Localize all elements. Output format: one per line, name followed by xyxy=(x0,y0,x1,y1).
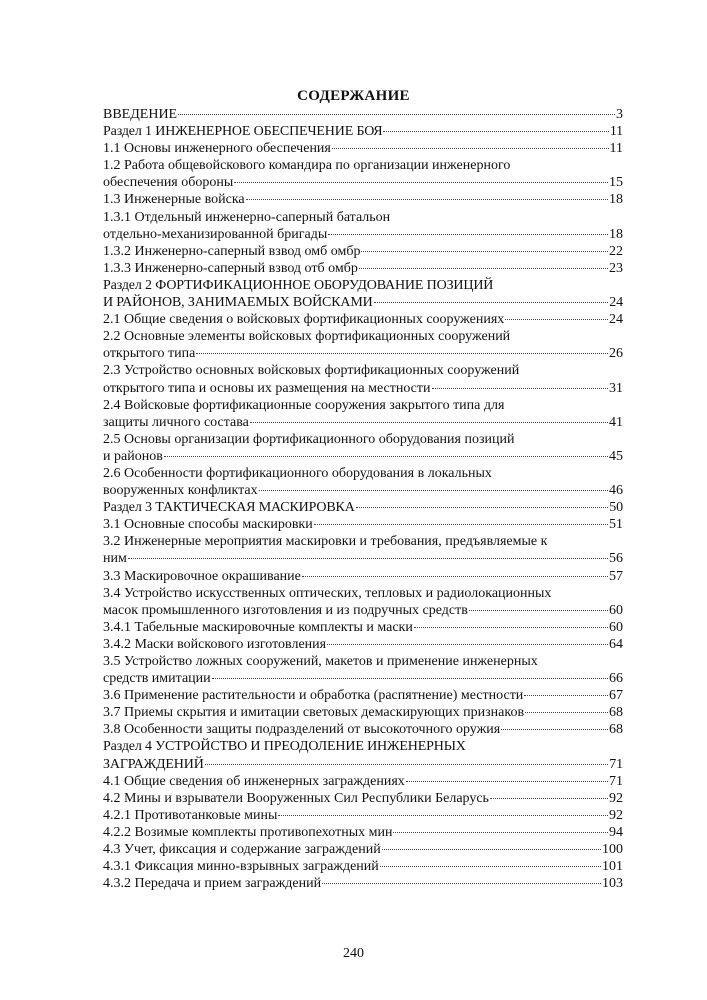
toc-entry-text: отдельно-механизированной бригады xyxy=(103,226,328,242)
toc-entry xyxy=(103,157,623,191)
toc-entry xyxy=(103,773,623,790)
toc-entry-last-line xyxy=(103,670,623,687)
toc-entry-text: 1.3.2 Инженерно-саперный взвод омб омбр xyxy=(103,243,361,259)
toc-page-number: 71 xyxy=(609,773,623,789)
toc-entry-last-line xyxy=(103,345,623,362)
toc-entry-text: и районов xyxy=(103,448,163,464)
dot-leader xyxy=(406,781,608,782)
dot-leader xyxy=(128,558,608,559)
toc-page-number: 24 xyxy=(609,295,623,311)
toc-entry-last-line xyxy=(103,550,623,567)
toc-entry-text: 4.2.1 Противотанковые мины xyxy=(103,807,278,823)
toc-entry-text: 3.2 Инженерные мероприятия маскировки и требования, предъявляемые к xyxy=(103,534,548,550)
dot-leader xyxy=(414,627,608,628)
toc-page-number: 3 xyxy=(616,107,623,122)
toc-entry-text: 2.4 Войсковые фортификационные сооружения закрытого типа для xyxy=(103,397,505,413)
toc-entry-last-line xyxy=(103,191,623,208)
dot-leader xyxy=(374,302,609,303)
toc-entry-text: 1.3 Инженерные войска xyxy=(103,192,245,208)
dot-leader xyxy=(164,456,608,457)
toc-page-number: 68 xyxy=(609,705,623,721)
toc-entry-text: 3.3 Маскировочное окрашивание xyxy=(103,568,301,584)
toc-page-number: 15 xyxy=(609,175,623,191)
toc-entry xyxy=(103,328,623,362)
toc-entry-text: 2.1 Общие сведения о войсковых фортификационных сооружениях xyxy=(103,312,505,328)
dot-leader xyxy=(212,678,608,679)
dot-leader xyxy=(178,114,615,115)
toc-entry-text: 3.1 Основные способы маскировки xyxy=(103,517,313,533)
toc-entry xyxy=(103,243,623,260)
page-number: 240 xyxy=(343,946,364,961)
toc-entry-text: 4.3 Учет, фиксация и содержание заграждений xyxy=(103,842,381,858)
toc-entry-text: 3.4 Устройство искусственных оптических, тепловых и радиолокационных xyxy=(103,585,552,601)
toc-entry-last-line xyxy=(103,294,623,311)
toc-page-number: 31 xyxy=(609,380,623,396)
toc-page-number: 60 xyxy=(609,602,623,618)
dot-leader xyxy=(278,815,608,816)
toc-entry-line xyxy=(103,585,623,602)
toc-entry-last-line xyxy=(103,311,623,328)
toc-entry xyxy=(103,585,623,619)
toc-entry-last-line xyxy=(103,602,623,619)
toc-entry xyxy=(103,516,623,533)
toc-entry xyxy=(103,704,623,721)
toc-page-number: 92 xyxy=(609,807,623,823)
toc-entry-line xyxy=(103,362,623,379)
toc-entry-text: 1.1 Основы инженерного обеспечения xyxy=(103,141,331,157)
toc-entry-last-line xyxy=(103,499,623,516)
toc-entry-text: 4.1 Общие сведения об инженерных заграждениях xyxy=(103,773,405,789)
dot-leader xyxy=(302,576,608,577)
dot-leader xyxy=(196,353,608,354)
toc-entry xyxy=(103,311,623,328)
toc-entry-text: 2.2 Основные элементы войсковых фортификационных сооружений xyxy=(103,329,511,345)
toc-entry-line xyxy=(103,431,623,448)
dot-leader xyxy=(361,251,608,252)
toc-entry-text: И РАЙОНОВ, ЗАНИМАЕМЫХ ВОЙСКАМИ xyxy=(103,295,373,311)
toc-entry-text: 3.8 Особенности защиты подразделений от высокоточного оружия xyxy=(103,722,501,738)
toc-page-number: 57 xyxy=(609,568,623,584)
toc-entry-text: 3.6 Применение растительности и обработка (распятнение) местности xyxy=(103,688,524,704)
toc-entry-last-line xyxy=(103,123,623,140)
toc-entry-last-line xyxy=(103,414,623,431)
toc-entry-text: 2.6 Особенности фортификационного оборудования в локальных xyxy=(103,465,492,481)
dot-leader xyxy=(505,319,608,320)
toc-entry-text: 1.3.3 Инженерно-саперный взвод отб омбр xyxy=(103,260,358,276)
toc-page-number: 68 xyxy=(609,722,623,738)
toc-entry xyxy=(103,858,623,875)
toc-entry-last-line xyxy=(103,721,623,738)
toc-entry xyxy=(103,875,623,892)
toc-entry-text: 4.2 Мины и взрыватели Вооруженных Сил Республики Беларусь xyxy=(103,790,489,806)
toc-page-number: 101 xyxy=(602,859,623,875)
toc-entry-text: 1.3.1 Отдельный инженерно-саперный батальон xyxy=(103,209,391,225)
dot-leader xyxy=(250,422,608,423)
toc-entry-last-line xyxy=(103,140,623,157)
toc-entry-line xyxy=(103,397,623,414)
toc-entry-text: ним xyxy=(103,551,127,567)
dot-leader xyxy=(234,182,608,183)
toc-entry-text: ЗАГРАЖДЕНИЙ xyxy=(103,756,204,772)
toc-page-number: 100 xyxy=(602,842,623,858)
toc-entry-line xyxy=(103,465,623,482)
toc-entry-last-line xyxy=(103,568,623,585)
toc-page-number: 11 xyxy=(609,124,623,140)
toc-entry xyxy=(103,260,623,277)
toc-page-number: 92 xyxy=(609,790,623,806)
toc-entry xyxy=(103,653,623,687)
dot-leader xyxy=(501,729,608,730)
dot-leader xyxy=(328,234,608,235)
dot-leader xyxy=(359,268,608,269)
toc-entry-text: Раздел 4 УСТРОЙСТВО И ПРЕОДОЛЕНИЕ ИНЖЕНЕРНЫХ xyxy=(103,739,466,755)
dot-leader xyxy=(246,199,608,200)
toc-entry xyxy=(103,533,623,567)
toc-entry-text: 2.5 Основы организации фортификационного оборудования позиций xyxy=(103,431,515,447)
toc-entry xyxy=(103,123,623,140)
toc-entry-text: 3.5 Устройство ложных сооружений, макетов и применение инженерных xyxy=(103,654,538,669)
toc-entry xyxy=(103,209,623,243)
toc-entry-line xyxy=(103,328,623,345)
toc-entry xyxy=(103,191,623,208)
toc-entry-last-line xyxy=(103,380,623,397)
toc-entry-text: обеспечения обороны xyxy=(103,175,234,191)
toc-entry xyxy=(103,807,623,824)
toc-entry xyxy=(103,397,623,431)
toc-page-number: 60 xyxy=(609,619,623,635)
toc-entry-line xyxy=(103,157,623,174)
toc-entry xyxy=(103,277,623,311)
toc-entry-last-line xyxy=(103,636,623,653)
toc-page-number: 22 xyxy=(609,243,623,259)
toc-entry-text: вооруженных конфликтах xyxy=(103,483,258,499)
toc-entry-last-line xyxy=(103,687,623,704)
toc-entry xyxy=(103,619,623,636)
toc-entry-text: масок промышленного изготовления и из подручных средств xyxy=(103,602,468,618)
toc-page-number: 11 xyxy=(609,141,623,157)
toc-entry-last-line xyxy=(103,773,623,790)
dot-leader xyxy=(380,866,601,867)
toc-entry-last-line xyxy=(103,243,623,260)
toc-entry-last-line xyxy=(103,516,623,533)
toc-page-number: 56 xyxy=(609,551,623,567)
toc-entry-last-line xyxy=(103,824,623,841)
toc-entry-text: 4.2.2 Возимые комплекты противопехотных мин xyxy=(103,824,393,840)
toc-page-number: 24 xyxy=(609,312,623,328)
toc-entry-last-line xyxy=(103,482,623,499)
toc-entry-line xyxy=(103,277,623,294)
toc-entry xyxy=(103,431,623,465)
toc-page-number: 50 xyxy=(609,500,623,516)
toc-page-number: 18 xyxy=(609,192,623,208)
dot-leader xyxy=(525,712,608,713)
toc-entry-last-line xyxy=(103,260,623,277)
toc-entry xyxy=(103,790,623,807)
toc-entry-text: открытого типа xyxy=(103,346,196,362)
toc-entry-text: 3.7 Приемы скрытия и имитации световых демаскирующих признаков xyxy=(103,705,525,721)
toc-entry-last-line xyxy=(103,790,623,807)
toc-entry-last-line xyxy=(103,106,623,123)
dot-leader xyxy=(383,131,608,132)
toc-page-number: 18 xyxy=(609,226,623,242)
toc-entry-text: 3.4.1 Табельные маскировочные комплекты и маски xyxy=(103,619,413,635)
toc-entry-text: 1.2 Работа общевойскового командира по организации инженерного xyxy=(103,158,511,174)
table-of-contents xyxy=(103,106,623,892)
toc-page-number: 64 xyxy=(609,636,623,652)
toc-page-number: 67 xyxy=(609,688,623,704)
toc-page-number: 51 xyxy=(609,517,623,533)
toc-entry-text: ВВЕДЕНИЕ xyxy=(103,107,178,122)
toc-entry-last-line xyxy=(103,448,623,465)
toc-entry-line xyxy=(103,533,623,550)
toc-entry xyxy=(103,106,623,123)
toc-page-number: 23 xyxy=(609,260,623,276)
page-title: СОДЕРЖАНИЕ xyxy=(297,88,410,104)
toc-page-number: 41 xyxy=(609,414,623,430)
toc-page-number: 45 xyxy=(609,448,623,464)
toc-entry-text: открытого типа и основы их размещения на местности xyxy=(103,380,431,396)
toc-page-number: 71 xyxy=(609,756,623,772)
dot-leader xyxy=(469,610,608,611)
dot-leader xyxy=(314,524,608,525)
toc-entry-text: 3.4.2 Маски войскового изготовления xyxy=(103,636,327,652)
toc-page-number: 26 xyxy=(609,346,623,362)
toc-entry xyxy=(103,362,623,396)
dot-leader xyxy=(432,388,608,389)
toc-entry-text: 4.3.2 Передача и прием заграждений xyxy=(103,876,322,892)
toc-entry-last-line xyxy=(103,841,623,858)
toc-entry xyxy=(103,841,623,858)
toc-entry-text: 2.3 Устройство основных войсковых фортификационных сооружений xyxy=(103,363,520,379)
toc-entry-last-line xyxy=(103,619,623,636)
toc-entry-text: Раздел 1 ИНЖЕНЕРНОЕ ОБЕСПЕЧЕНИЕ БОЯ xyxy=(103,124,383,140)
toc-entry-last-line xyxy=(103,858,623,875)
toc-entry-line xyxy=(103,209,623,226)
toc-entry-last-line xyxy=(103,807,623,824)
toc-entry xyxy=(103,499,623,516)
toc-entry xyxy=(103,687,623,704)
toc-entry-text: 4.3.1 Фиксация минно-взрывных заграждений xyxy=(103,859,379,875)
dot-leader xyxy=(332,148,609,149)
toc-page-number: 94 xyxy=(609,824,623,840)
toc-entry-text: средств имитации xyxy=(103,671,211,687)
toc-entry xyxy=(103,721,623,738)
toc-entry-text: защиты личного состава xyxy=(103,414,249,430)
toc-entry-line xyxy=(103,738,623,755)
dot-leader xyxy=(356,507,609,508)
toc-page-number: 66 xyxy=(609,671,623,687)
toc-entry xyxy=(103,636,623,653)
toc-entry-text: Раздел 3 ТАКТИЧЕСКАЯ МАСКИРОВКА xyxy=(103,500,355,516)
toc-entry-text: Раздел 2 ФОРТИФИКАЦИОННОЕ ОБОРУДОВАНИЕ ПОЗИЦИЙ xyxy=(103,277,494,293)
toc-entry-last-line xyxy=(103,226,623,243)
dot-leader xyxy=(490,798,608,799)
toc-page-number: 46 xyxy=(609,483,623,499)
toc-entry xyxy=(103,568,623,585)
toc-entry-last-line xyxy=(103,875,623,892)
dot-leader xyxy=(327,644,608,645)
toc-entry-last-line xyxy=(103,756,623,773)
dot-leader xyxy=(524,695,608,696)
toc-entry-last-line xyxy=(103,704,623,721)
toc-entry-last-line xyxy=(103,174,623,191)
toc-entry-line xyxy=(103,653,623,670)
dot-leader xyxy=(259,490,608,491)
toc-page-number: 103 xyxy=(602,876,623,892)
dot-leader xyxy=(382,849,601,850)
dot-leader xyxy=(322,883,601,884)
toc-entry xyxy=(103,824,623,841)
toc-entry xyxy=(103,738,623,772)
toc-entry xyxy=(103,465,623,499)
toc-entry xyxy=(103,140,623,157)
dot-leader xyxy=(393,832,608,833)
dot-leader xyxy=(205,764,609,765)
